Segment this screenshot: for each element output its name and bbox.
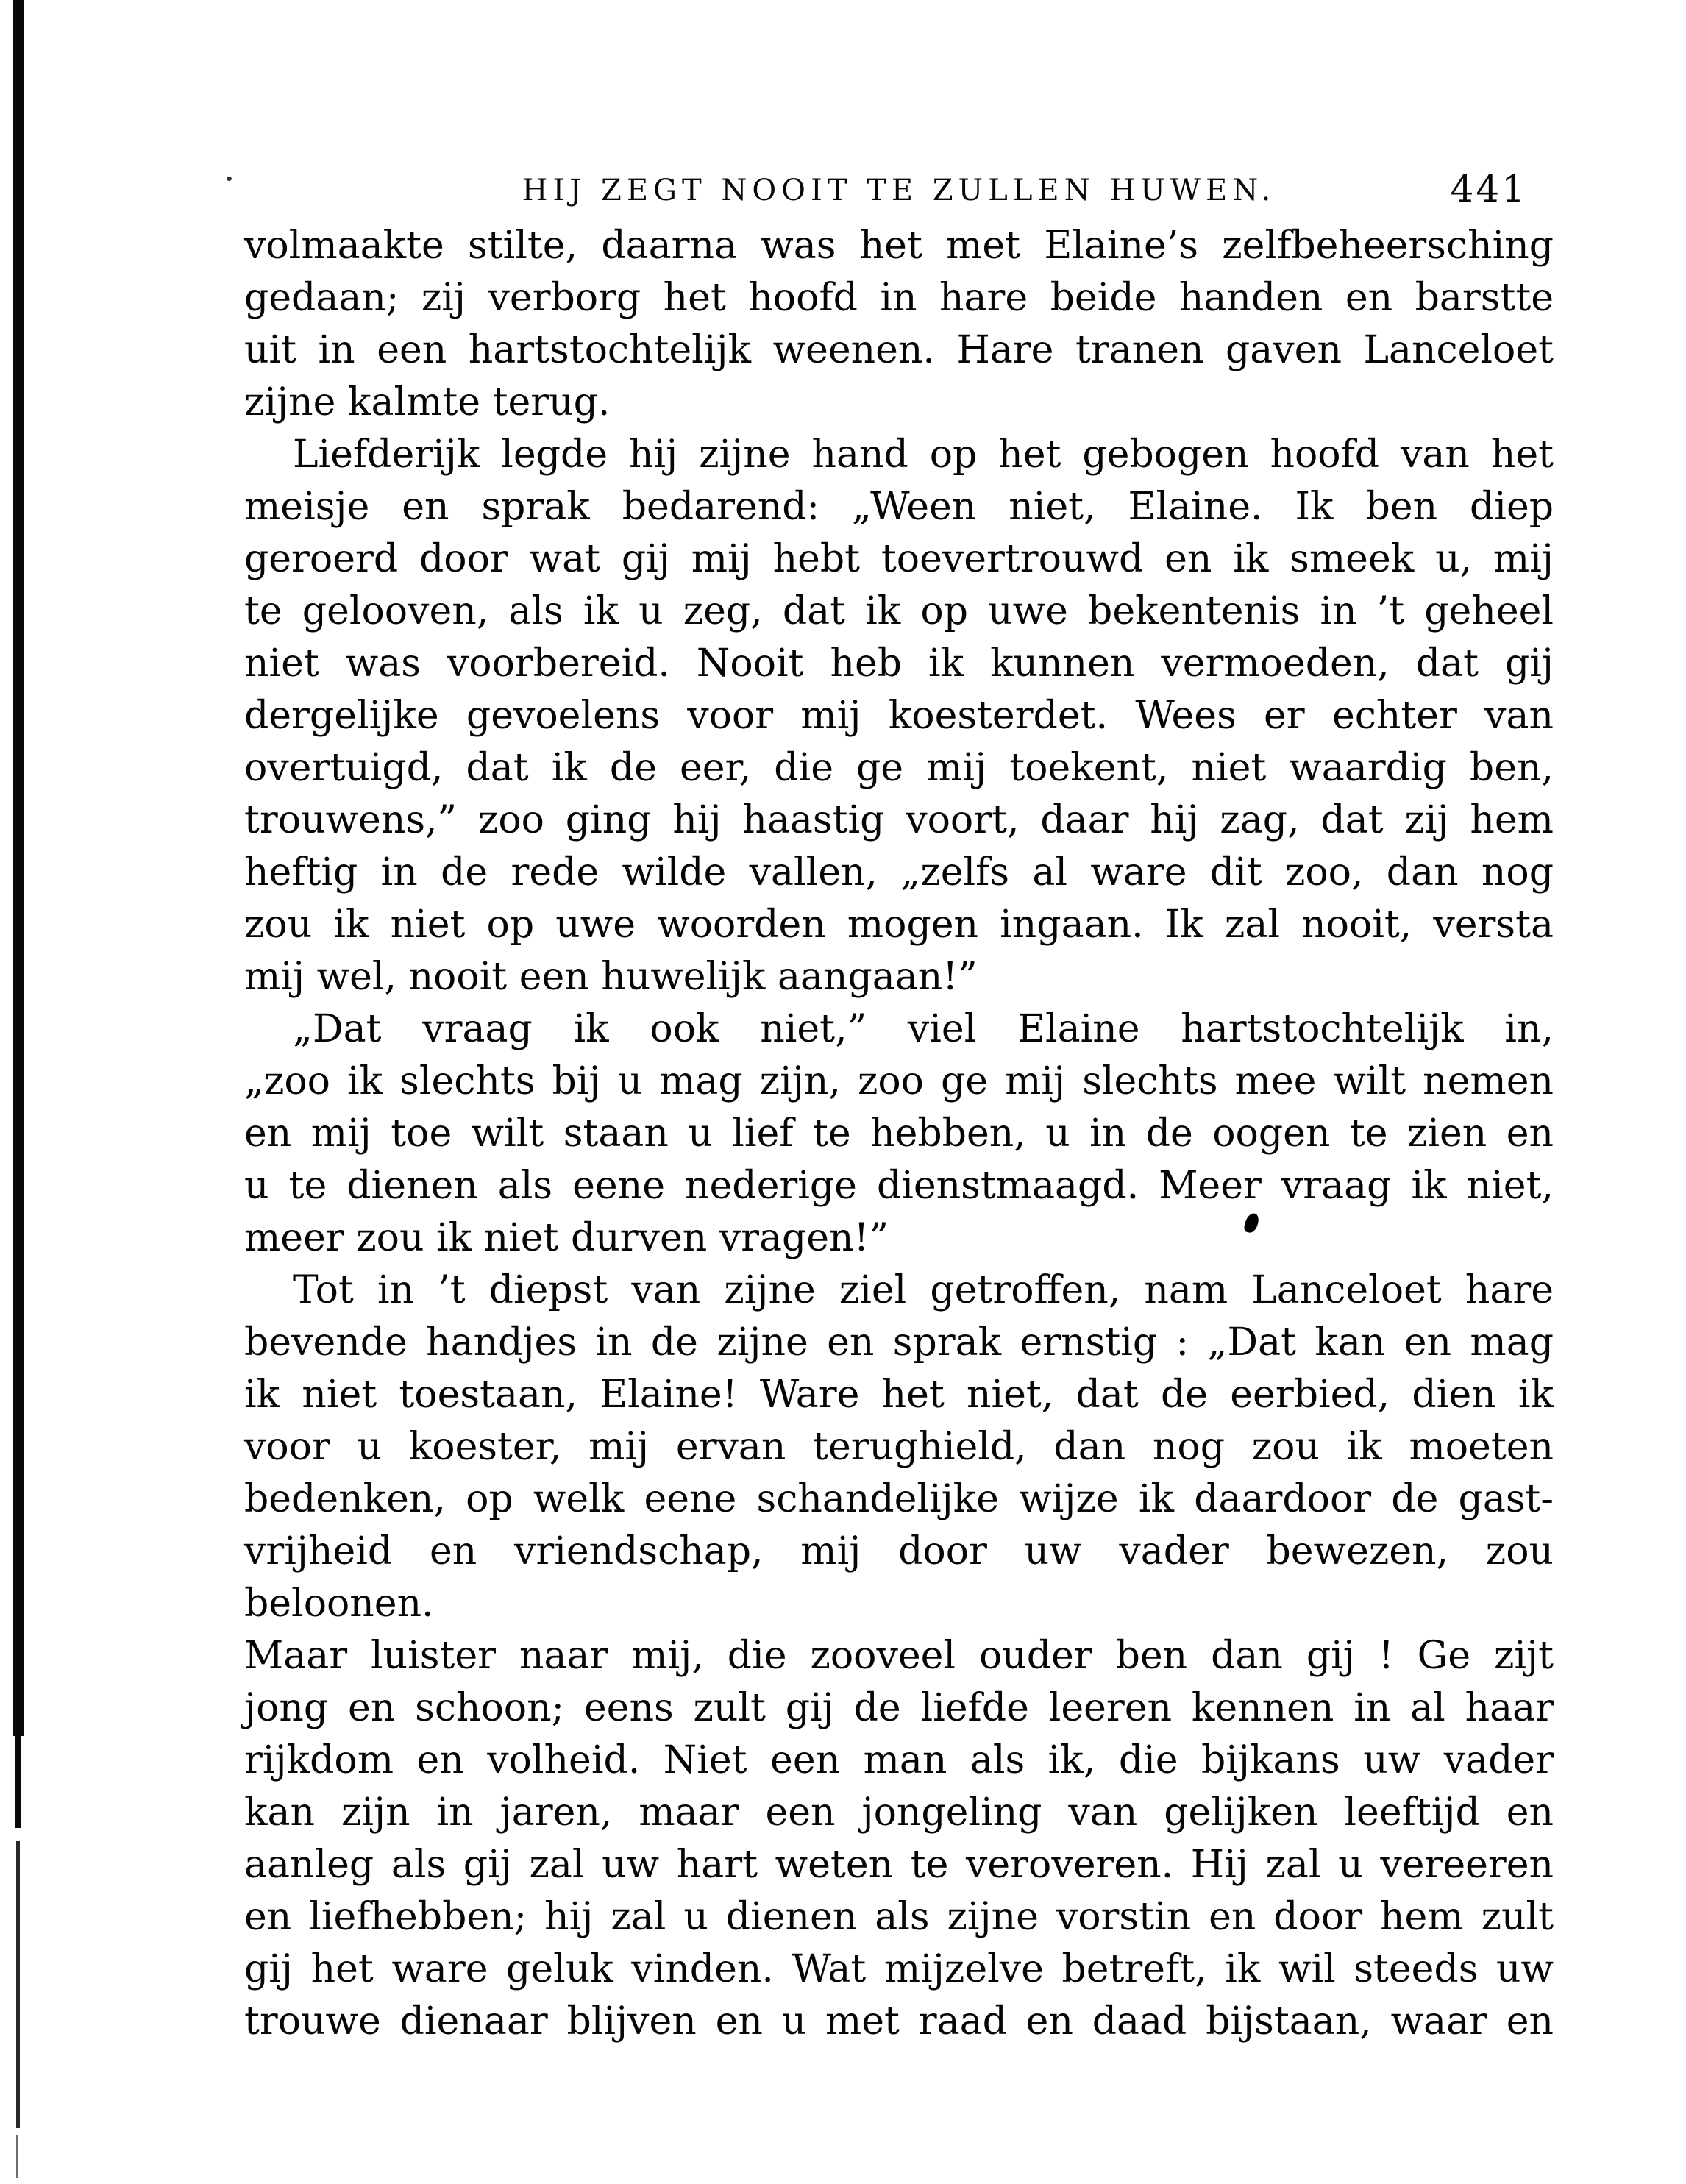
- text-line: Maar luister naar mij, die zooveel ouder ben dan gij ! Ge zijt: [244, 1634, 1554, 1678]
- text-line: Tot in ’t diepst van zijne ziel getroffen, nam Lanceloet hare: [293, 1268, 1554, 1312]
- text-line: heftig in de rede wilde vallen, „zelfs al ware dit zoo, dan nog: [244, 850, 1554, 894]
- text-line: gedaan; zij verborg het hoofd in hare beide handen en barstte: [244, 276, 1554, 320]
- text-line: dergelijke gevoelens voor mij koesterdet. Wees er echter van: [244, 694, 1554, 738]
- text-line: en mij toe wilt staan u lief te hebben, u in de oogen te zien en: [244, 1111, 1554, 1156]
- paragraph: [244, 220, 1554, 429]
- text-line: bedenken, op welk eene schandelijke wijze ik daardoor de gast-: [244, 1477, 1554, 1521]
- running-title: HIJ ZEGT NOOIT TE ZULLEN HUWEN.: [522, 174, 1276, 207]
- text-line: kan zijn in jaren, maar een jongeling van gelijken leeftijd en: [244, 1790, 1554, 1835]
- text-line: volmaakte stilte, daarna was het met Elaine’s zelfbeheersching: [244, 224, 1554, 268]
- text-line: gij het ware geluk vinden. Wat mijzelve betreft, ik wil steeds uw: [244, 1947, 1554, 1991]
- text-line: trouwens,” zoo ging hij haastig voort, daar hij zag, dat zij hem: [244, 798, 1554, 842]
- text-line: zijne kalmte terug.: [244, 380, 611, 424]
- text-line: zou ik niet op uwe woorden mogen ingaan. Ik zal nooit, versta: [244, 903, 1554, 947]
- body-text: [244, 220, 1554, 2048]
- text-line: „zoo ik slechts bij u mag zijn, zoo ge mij slechts mee wilt nemen: [244, 1059, 1554, 1103]
- scan-gutter-bar: [16, 2135, 18, 2178]
- text-line: niet was voorbereid. Nooit heb ik kunnen vermoeden, dat gij: [244, 641, 1554, 686]
- ink-speck: [227, 177, 232, 181]
- page-number: 441: [1450, 168, 1527, 210]
- paragraph: [244, 429, 1554, 1003]
- text-line: u te dienen als eene nederige dienstmaagd. Meer vraag ik niet,: [244, 1164, 1554, 1208]
- text-line: vrijheid en vriendschap, mij door uw vader bewezen, zou beloonen.: [244, 1529, 1554, 1626]
- text-line: uit in een hartstochtelijk weenen. Hare tranen gaven Lanceloet: [244, 328, 1554, 372]
- text-line: en liefhebben; hij zal u dienen als zijne vorstin en door hem zult: [244, 1895, 1554, 1939]
- paragraph: [244, 1003, 1554, 1264]
- text-line: meer zou ik niet durven vragen!”: [244, 1216, 889, 1260]
- text-line: voor u koester, mij ervan terughield, dan nog zou ik moeten: [244, 1425, 1554, 1469]
- text-line: ik niet toestaan, Elaine! Ware het niet, dat de eerbied, dien ik: [244, 1373, 1554, 1417]
- text-line: „Dat vraag ik ook niet,” viel Elaine hartstochtelijk in,: [293, 1007, 1554, 1051]
- paragraph: [244, 1264, 1554, 2048]
- text-line: overtuigd, dat ik de eer, die ge mij toekent, niet waardig ben,: [244, 746, 1554, 790]
- text-line: geroerd door wat gij mij hebt toevertrouwd en ik smeek u, mij: [244, 537, 1554, 581]
- text-line: jong en schoon; eens zult gij de liefde leeren kennen in al haar: [244, 1686, 1554, 1730]
- text-line: meisje en sprak bedarend: „Ween niet, Elaine. Ik ben diep: [244, 485, 1554, 529]
- scan-gutter-bar: [16, 1841, 20, 2128]
- page-header: [244, 168, 1554, 218]
- text-line: bevende handjes in de zijne en sprak ernstig : „Dat kan en mag: [244, 1320, 1554, 1365]
- scan-gutter-bar: [13, 0, 24, 1736]
- text-line: trouwe dienaar blijven en u met raad en daad bijstaan, waar en: [244, 1999, 1554, 2044]
- text-line: rijkdom en volheid. Niet een man als ik, die bijkans uw vader: [244, 1738, 1554, 1782]
- text-line: te gelooven, als ik u zeg, dat ik op uwe bekentenis in ’t geheel: [244, 589, 1554, 633]
- text-line: aanleg als gij zal uw hart weten te veroveren. Hij zal u vereeren: [244, 1843, 1554, 1887]
- text-line: mij wel, nooit een huwelijk aangaan!”: [244, 955, 978, 999]
- scan-gutter-bar: [15, 1736, 21, 1828]
- text-line: Liefderijk legde hij zijne hand op het gebogen hoofd van het: [293, 433, 1554, 477]
